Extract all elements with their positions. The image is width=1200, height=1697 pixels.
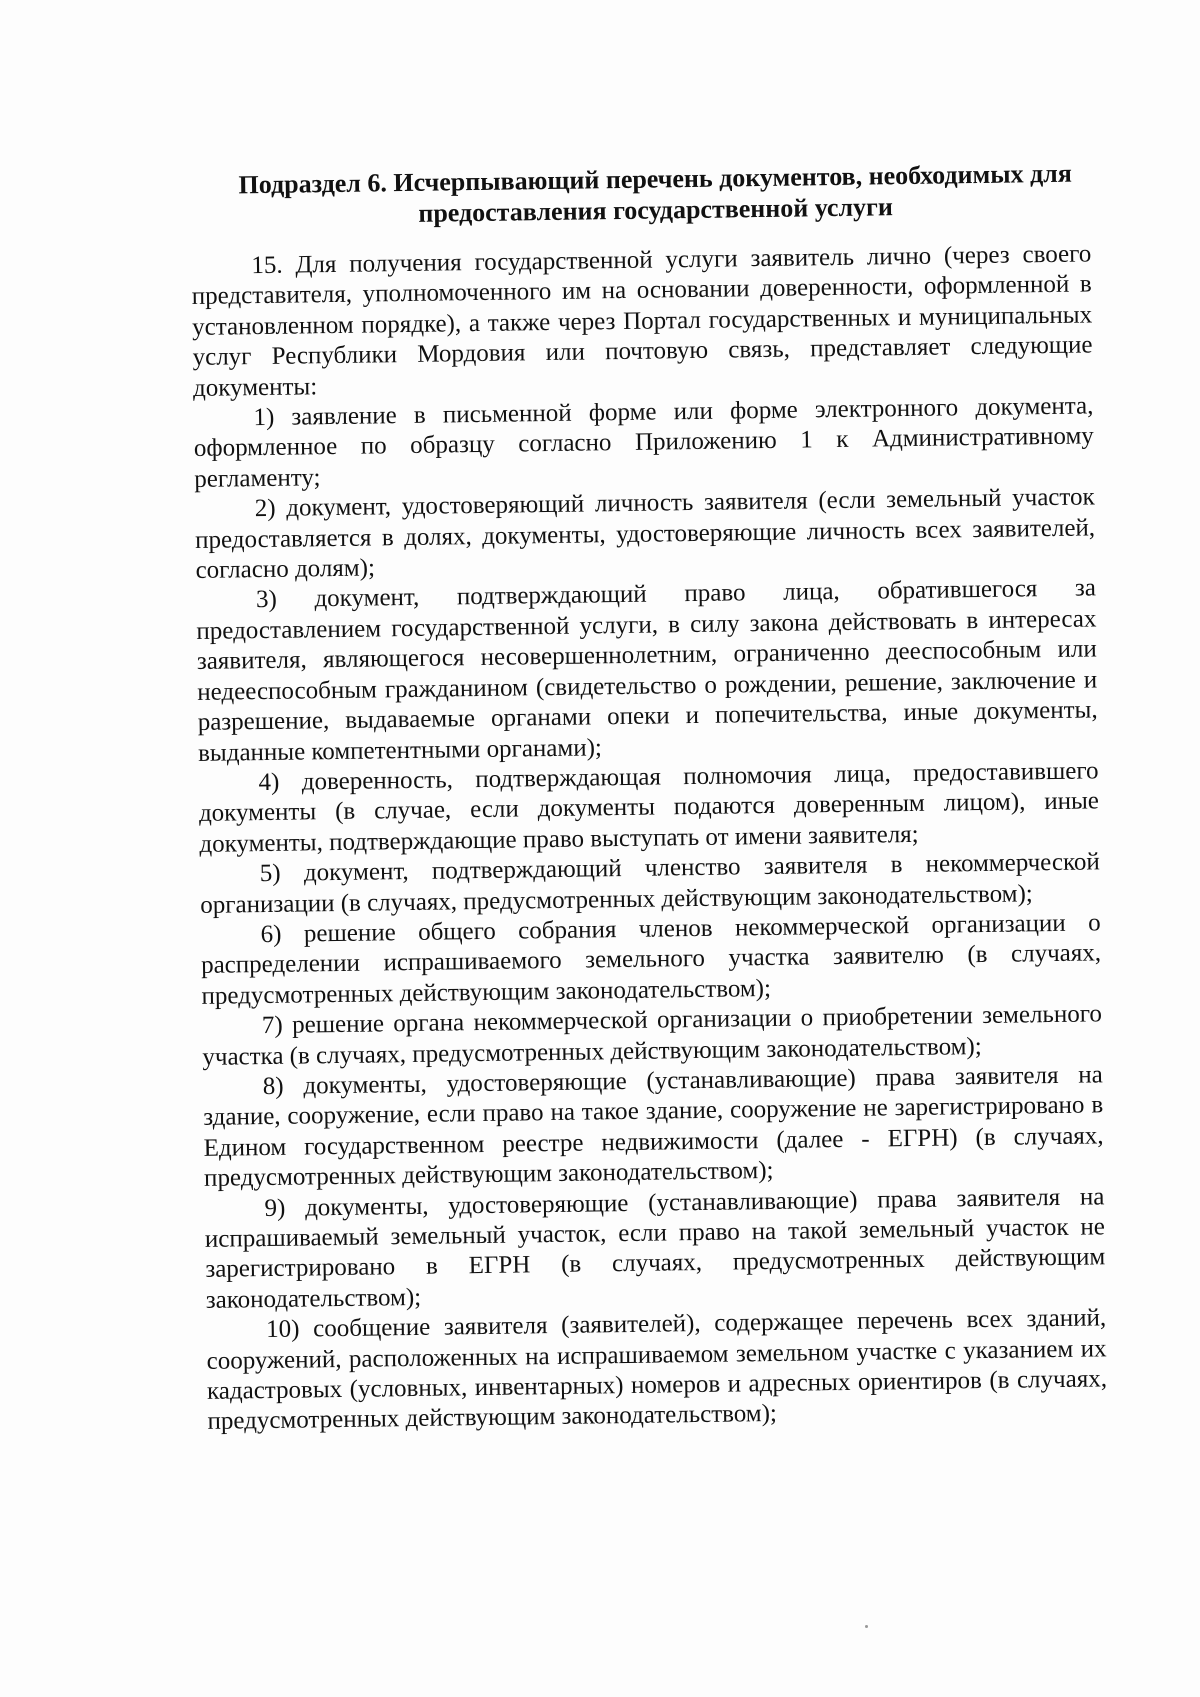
section-heading-line-1: Подраздел 6. Исчерпывающий перечень документов, необходимых для: [238, 158, 1073, 200]
paragraph-intro: 15. Для получения государственной услуги заявитель лично (через своего представителя, уполномоченного им на основании доверенности, оформленной в установленном порядке), а также через Портал государственных и муниципальных услуг Республики Мордовия или почтовую связь, представляет следующие документы:: [191, 240, 1093, 402]
list-item-8: 8) документы, удостоверяющие (устанавливающие) права заявителя на здание, сооружение, если право на такое здание, сооружение не зарегистрировано в Едином государственном реестре недвижимости (далее - ЕГРН) (в случаях, предусмотренных действующим законодательством);: [203, 1061, 1104, 1193]
list-item-10: 10) сообщение заявителя (заявителей), содержащее перечень всех зданий, сооружений, расположенных на испрашиваемом земельном участке с указанием их кадастровых (условных, инвентарных) номеров и адресных ориентиров (в случаях, предусмотренных действующим законодательством);: [206, 1304, 1108, 1436]
list-item-5: 5) документ, подтверждающий членство заявителя в некоммерческой организации (в случаях, предусмотренных действующим законодательством);: [200, 848, 1100, 919]
list-item-6: 6) решение общего собрания членов некоммерческой организации о распределении испрашиваемого земельного участка заявителю (в случаях, предусмотренных действующим законодательством);: [200, 909, 1102, 1010]
list-item-9: 9) документы, удостоверяющие (устанавливающие) права заявителя на испрашиваемый земельный участок, если право на такой земельный участок не зарегистрировано в ЕГРН (в случаях, предусмотренных действующим законодательством);: [204, 1182, 1106, 1314]
list-item-4: 4) доверенность, подтверждающая полномочия лица, предоставившего документы (в случае, если документы подаются доверенным лицом), иные документы, подтверждающие право выступать от имени заявителя;: [198, 757, 1100, 858]
list-item-1: 1) заявление в письменной форме или форме электронного документа, оформленное по образцу согласно Приложению 1 к Административному регламенту;: [193, 392, 1094, 493]
section-heading: [190, 157, 1091, 232]
scan-speck: [865, 1625, 868, 1628]
list-item-3: 3) документ, подтверждающий право лица, обратившегося за предоставлением государственной услуги, в силу закона действовать в интересах заявителя, являющегося несовершеннолетним, ограниченно дееспособным или недееспособным гражданином (свидетельство о рождении, решение, заключение и разрешение, выдаваемые органами опеки и попечительства, иные документы, выданные компетентными органами);: [196, 574, 1098, 767]
document-body: [190, 157, 1108, 1437]
list-item-2: 2) документ, удостоверяющий личность заявителя (если земельный участок предоставляется в долях, документы, удостоверяющие личность всех заявителей, согласно долям);: [194, 483, 1096, 585]
section-heading-line-2: предоставления государственной услуги: [418, 192, 894, 228]
list-item-7: 7) решение органа некоммерческой организации о приобретении земельного участка (в случаях, предусмотренных действующим законодательством);: [202, 1000, 1103, 1071]
